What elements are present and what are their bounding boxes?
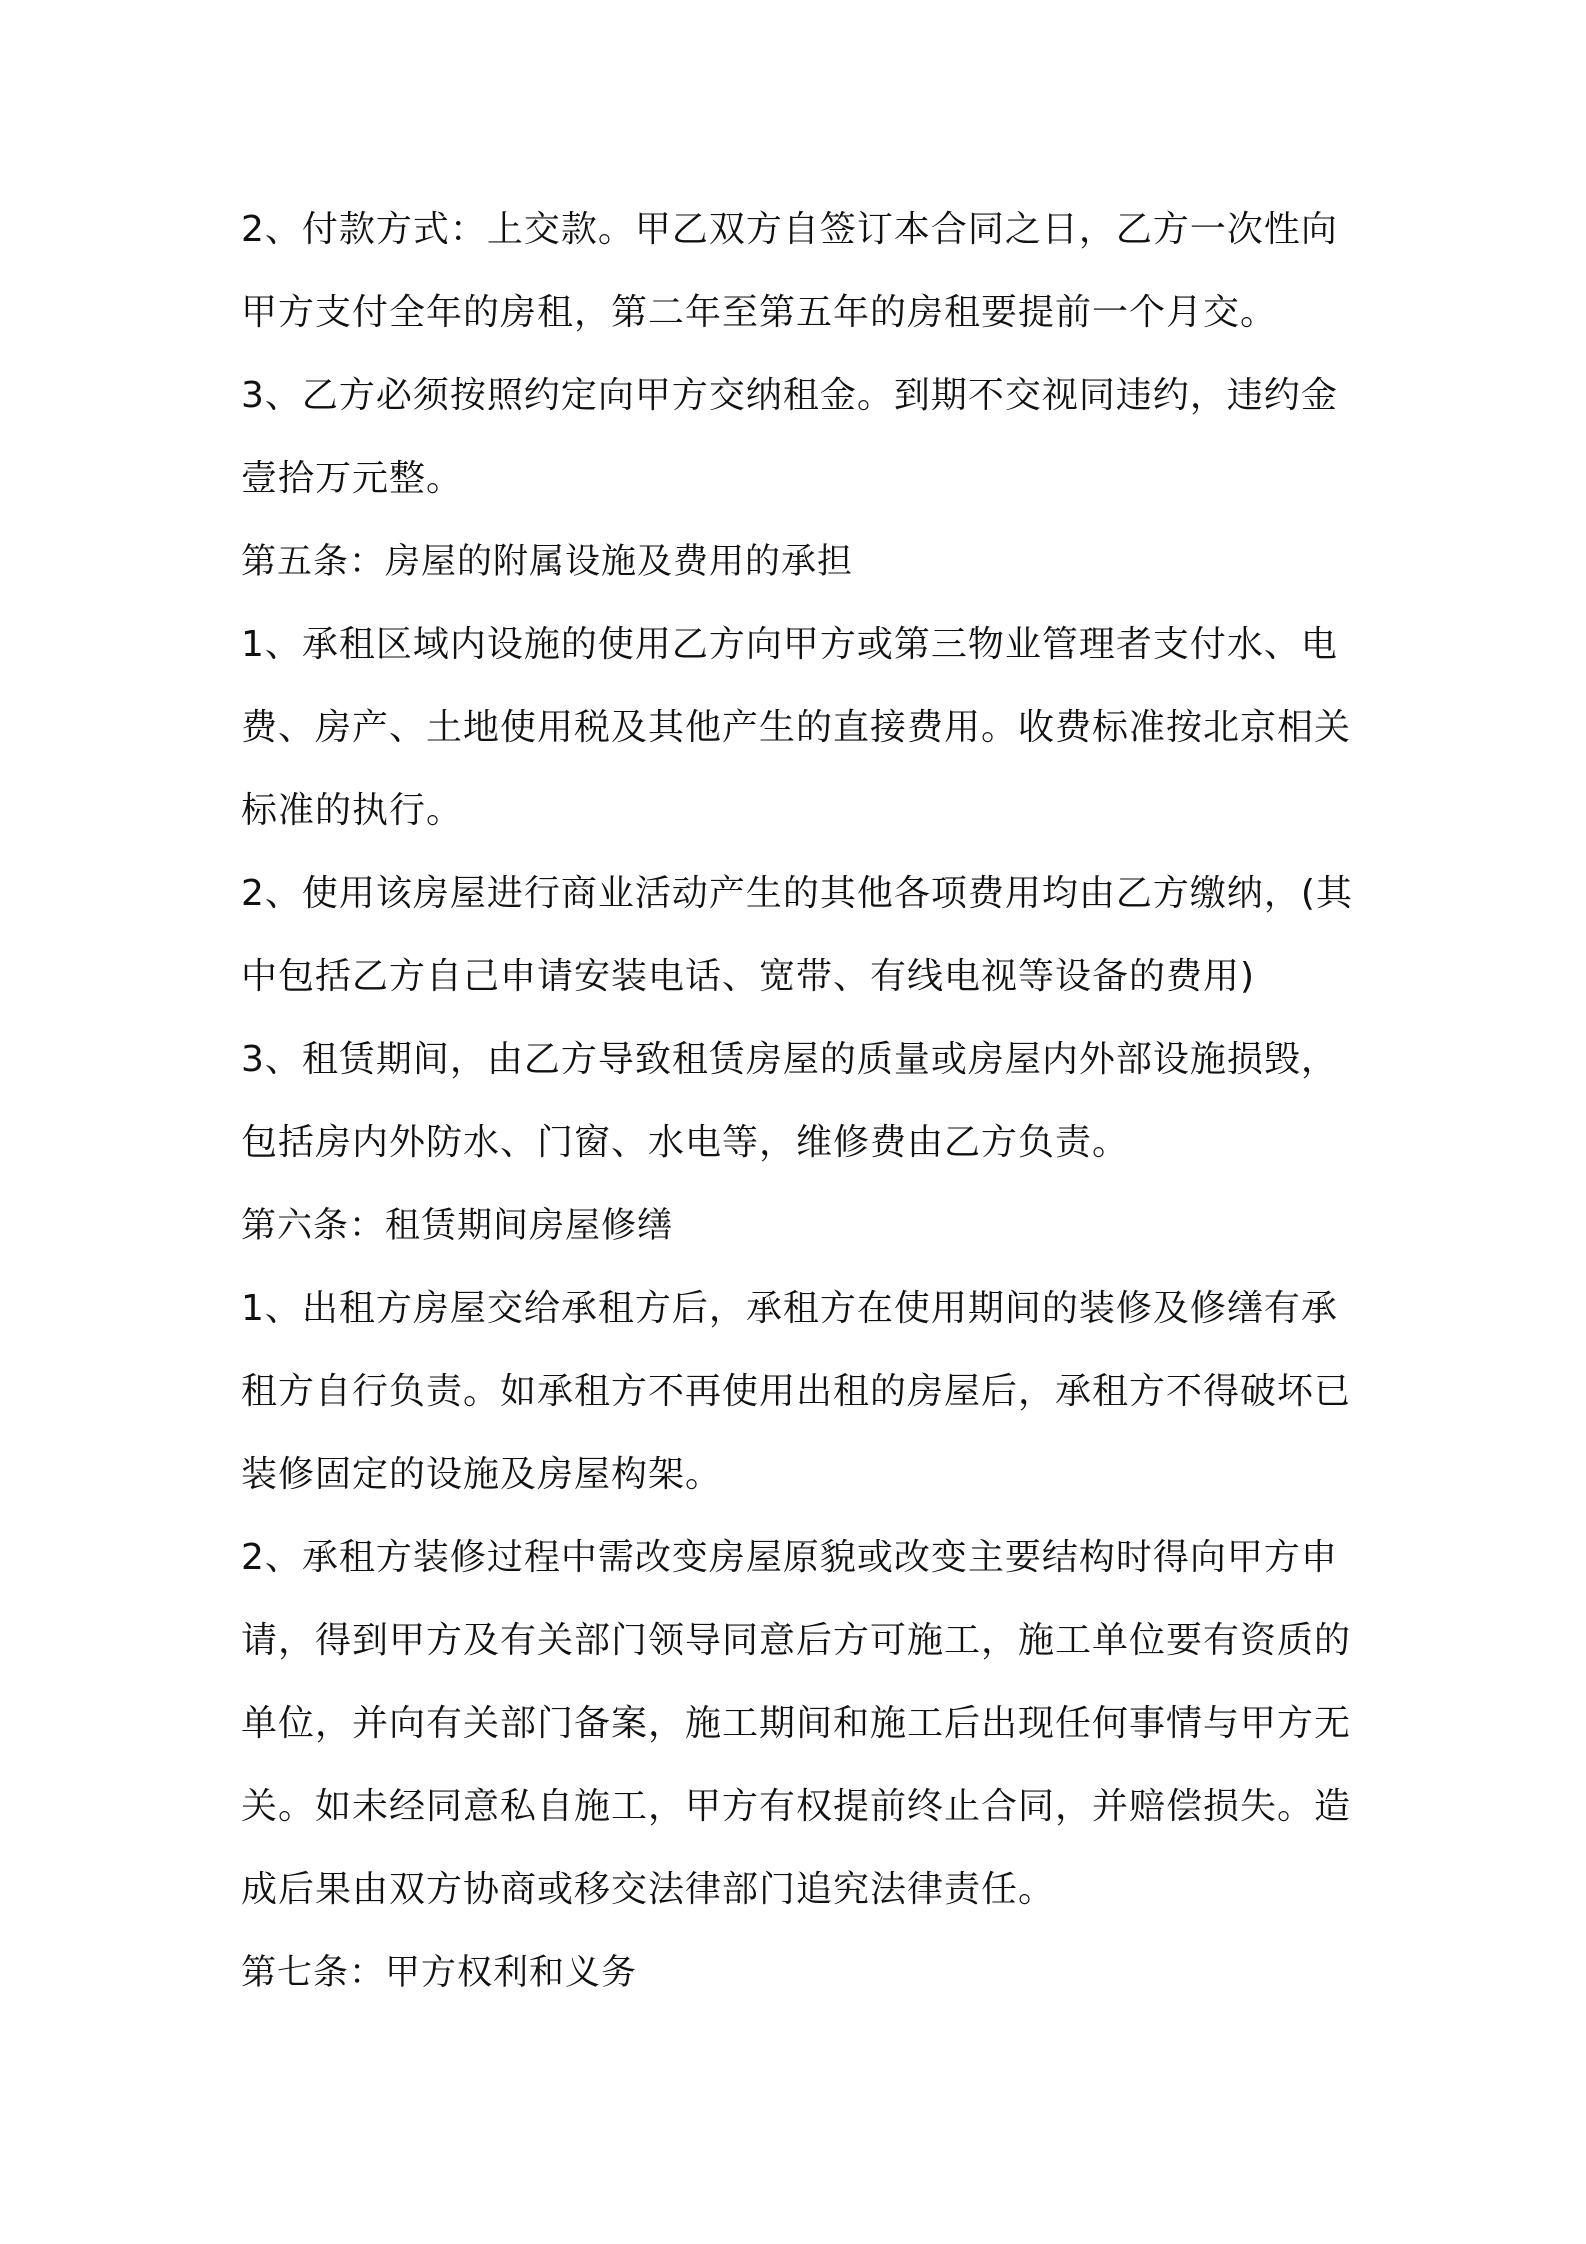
text-line: 成后果由双方协商或移交法律部门追究法律责任。 bbox=[241, 1869, 1056, 1910]
section-heading: 第五条：房屋的附属设施及费用的承担 bbox=[241, 542, 854, 582]
text-line: 3、乙方必须按照约定向甲方交纳租金。到期不交视同违约，违约金 bbox=[241, 375, 1338, 416]
text-line: 2、承租方装修过程中需改变房屋原貌或改变主要结构时得向甲方申 bbox=[241, 1537, 1338, 1578]
text-line: 请，得到甲方及有关部门领导同意后方可施工，施工单位要有资质的 bbox=[241, 1620, 1352, 1661]
text-line: 装修固定的设施及房屋构架。 bbox=[241, 1454, 723, 1495]
text-line: 1、承租区域内设施的使用乙方向甲方或第三物业管理者支付水、电 bbox=[241, 624, 1338, 665]
text-line: 1、出租方房屋交给承租方后，承租方在使用期间的装修及修缮有承 bbox=[241, 1288, 1338, 1329]
text-line: 标准的执行。 bbox=[241, 790, 464, 831]
text-line: 中包括乙方自己申请安装电话、宽带、有线电视等设备的费用) bbox=[241, 956, 1256, 997]
section-heading: 第六条：租赁期间房屋修缮 bbox=[241, 1206, 674, 1246]
text-line: 壹拾万元整。 bbox=[241, 458, 464, 499]
text-line: 3、租赁期间，由乙方导致租赁房屋的质量或房屋内外部设施损毁， bbox=[241, 1039, 1338, 1080]
text-line: 关。如未经同意私自施工，甲方有权提前终止合同，并赔偿损失。造 bbox=[241, 1786, 1352, 1827]
text-line: 单位，并向有关部门备案，施工期间和施工后出现任何事情与甲方无 bbox=[241, 1703, 1352, 1744]
text-line: 2、付款方式：上交款。甲乙双方自签订本合同之日，乙方一次性向 bbox=[241, 209, 1338, 250]
section-heading: 第七条：甲方权利和义务 bbox=[241, 1953, 638, 1993]
text-line: 甲方支付全年的房租，第二年至第五年的房租要提前一个月交。 bbox=[241, 292, 1278, 333]
text-line: 2、使用该房屋进行商业活动产生的其他各项费用均由乙方缴纳，(其 bbox=[241, 873, 1353, 914]
text-line: 租方自行负责。如承租方不再使用出租的房屋后，承租方不得破坏已 bbox=[241, 1371, 1352, 1412]
text-line: 包括房内外防水、门窗、水电等，维修费由乙方负责。 bbox=[241, 1122, 1130, 1163]
text-line: 费、房产、土地使用税及其他产生的直接费用。收费标准按北京相关 bbox=[241, 707, 1352, 748]
